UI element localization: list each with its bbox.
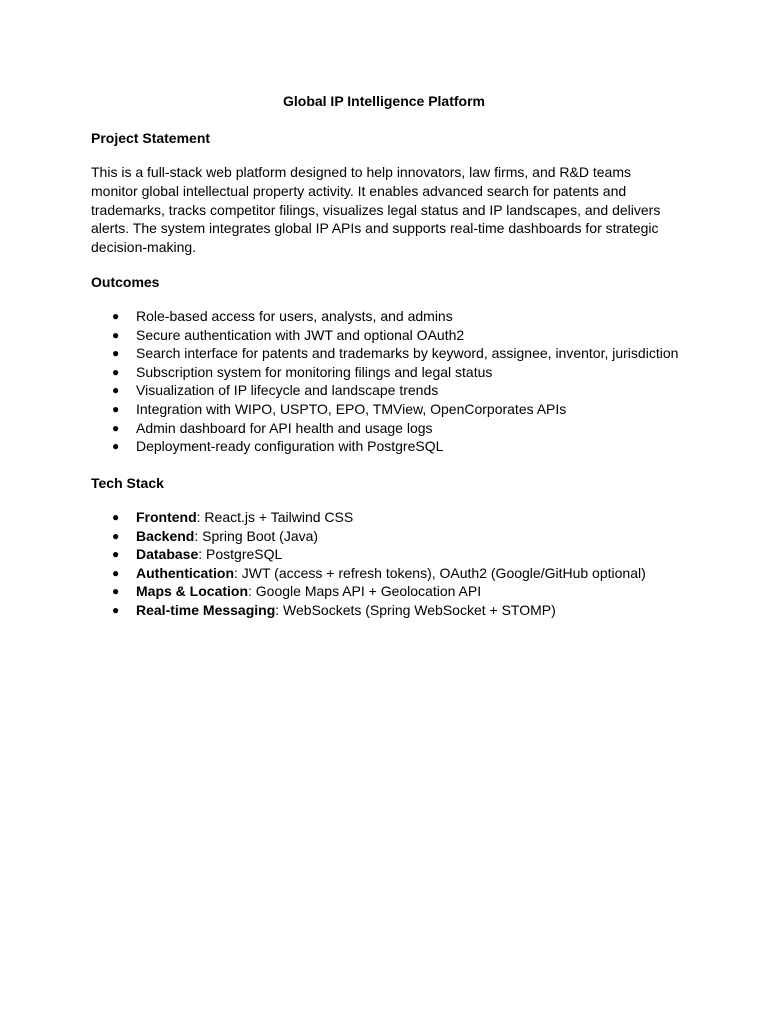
- bullet-icon: ●: [112, 383, 120, 398]
- tech-label: Real-time Messaging: [136, 601, 276, 618]
- list-item: [91, 508, 731, 527]
- tech-label: Frontend: [136, 509, 197, 525]
- list-item: [91, 400, 731, 419]
- outcomes-heading: Outcomes: [91, 274, 160, 290]
- bullet-icon: ●: [112, 584, 120, 599]
- list-item-text: Visualization of IP lifecycle and landscape trends: [136, 382, 439, 399]
- list-item-text: Role-based access for users, analysts, and admins: [136, 308, 453, 324]
- paragraph-line: This is a full-stack web platform designed to help innovators, law firms, and R&D teams: [91, 164, 632, 180]
- bullet-icon: ●: [112, 510, 120, 524]
- paragraph-line: alerts. The system integrates global IP APIs and supports real-time dashboards for strategic: [91, 220, 659, 237]
- bullet-icon: ●: [112, 327, 120, 342]
- tech-value: : PostgreSQL: [198, 546, 283, 563]
- bullet-icon: ●: [112, 346, 120, 361]
- list-item: [91, 601, 731, 620]
- tech-value: : React.js + Tailwind CSS: [196, 509, 354, 525]
- list-item: [91, 437, 731, 456]
- list-item: [91, 545, 731, 564]
- list-item: [91, 326, 731, 345]
- bullet-icon: ●: [112, 602, 120, 617]
- bullet-icon: ●: [112, 309, 120, 323]
- project-statement-heading: Project Statement: [91, 130, 211, 146]
- list-item: [91, 363, 731, 382]
- tech-stack-heading: Tech Stack: [91, 475, 164, 491]
- bullet-icon: ●: [112, 528, 120, 543]
- tech-stack-list: [91, 508, 731, 620]
- tech-label: Database: [136, 546, 199, 563]
- bullet-icon: ●: [112, 364, 120, 379]
- project-statement-paragraph: [91, 163, 681, 257]
- tech-value: : WebSockets (Spring WebSocket + STOMP): [275, 601, 556, 618]
- tech-label: Authentication: [136, 564, 234, 581]
- bullet-icon: ●: [112, 401, 120, 416]
- list-item: [91, 564, 731, 583]
- tech-value: : JWT (access + refresh tokens), OAuth2 (Google/GitHub optional): [234, 564, 646, 581]
- list-item: [91, 419, 731, 438]
- list-item-text: Integration with WIPO, USPTO, EPO, TMView, OpenCorporates APIs: [136, 400, 567, 417]
- list-item-text: Search interface for patents and trademarks by keyword, assignee, inventor, jurisdiction: [136, 345, 679, 362]
- list-item: [91, 582, 731, 601]
- bullet-icon: ●: [112, 420, 120, 435]
- list-item-text: Deployment-ready configuration with PostgreSQL: [136, 438, 444, 455]
- outcomes-list: [91, 307, 731, 456]
- list-item: [91, 307, 731, 326]
- bullet-icon: ●: [112, 439, 120, 454]
- list-item: [91, 344, 731, 363]
- list-item: [91, 527, 731, 546]
- bullet-icon: ●: [112, 565, 120, 580]
- tech-label: Maps & Location: [136, 583, 249, 600]
- tech-value: : Google Maps API + Geolocation API: [248, 583, 482, 600]
- list-item-text: Admin dashboard for API health and usage logs: [136, 419, 433, 436]
- paragraph-line: trademarks, tracks competitor filings, visualizes legal status and IP landscapes, and delivers: [91, 201, 661, 218]
- list-item-text: Secure authentication with JWT and optional OAuth2: [136, 326, 465, 343]
- list-item: [91, 381, 731, 400]
- paragraph-line: monitor global intellectual property activity. It enables advanced search for patents and: [91, 182, 627, 199]
- tech-value: : Spring Boot (Java): [194, 527, 319, 544]
- paragraph-line: decision-making.: [91, 239, 197, 256]
- tech-label: Backend: [136, 527, 195, 544]
- bullet-icon: ●: [112, 547, 120, 562]
- document-title: Global IP Intelligence Platform: [282, 93, 485, 109]
- list-item-text: Subscription system for monitoring filings and legal status: [136, 363, 493, 380]
